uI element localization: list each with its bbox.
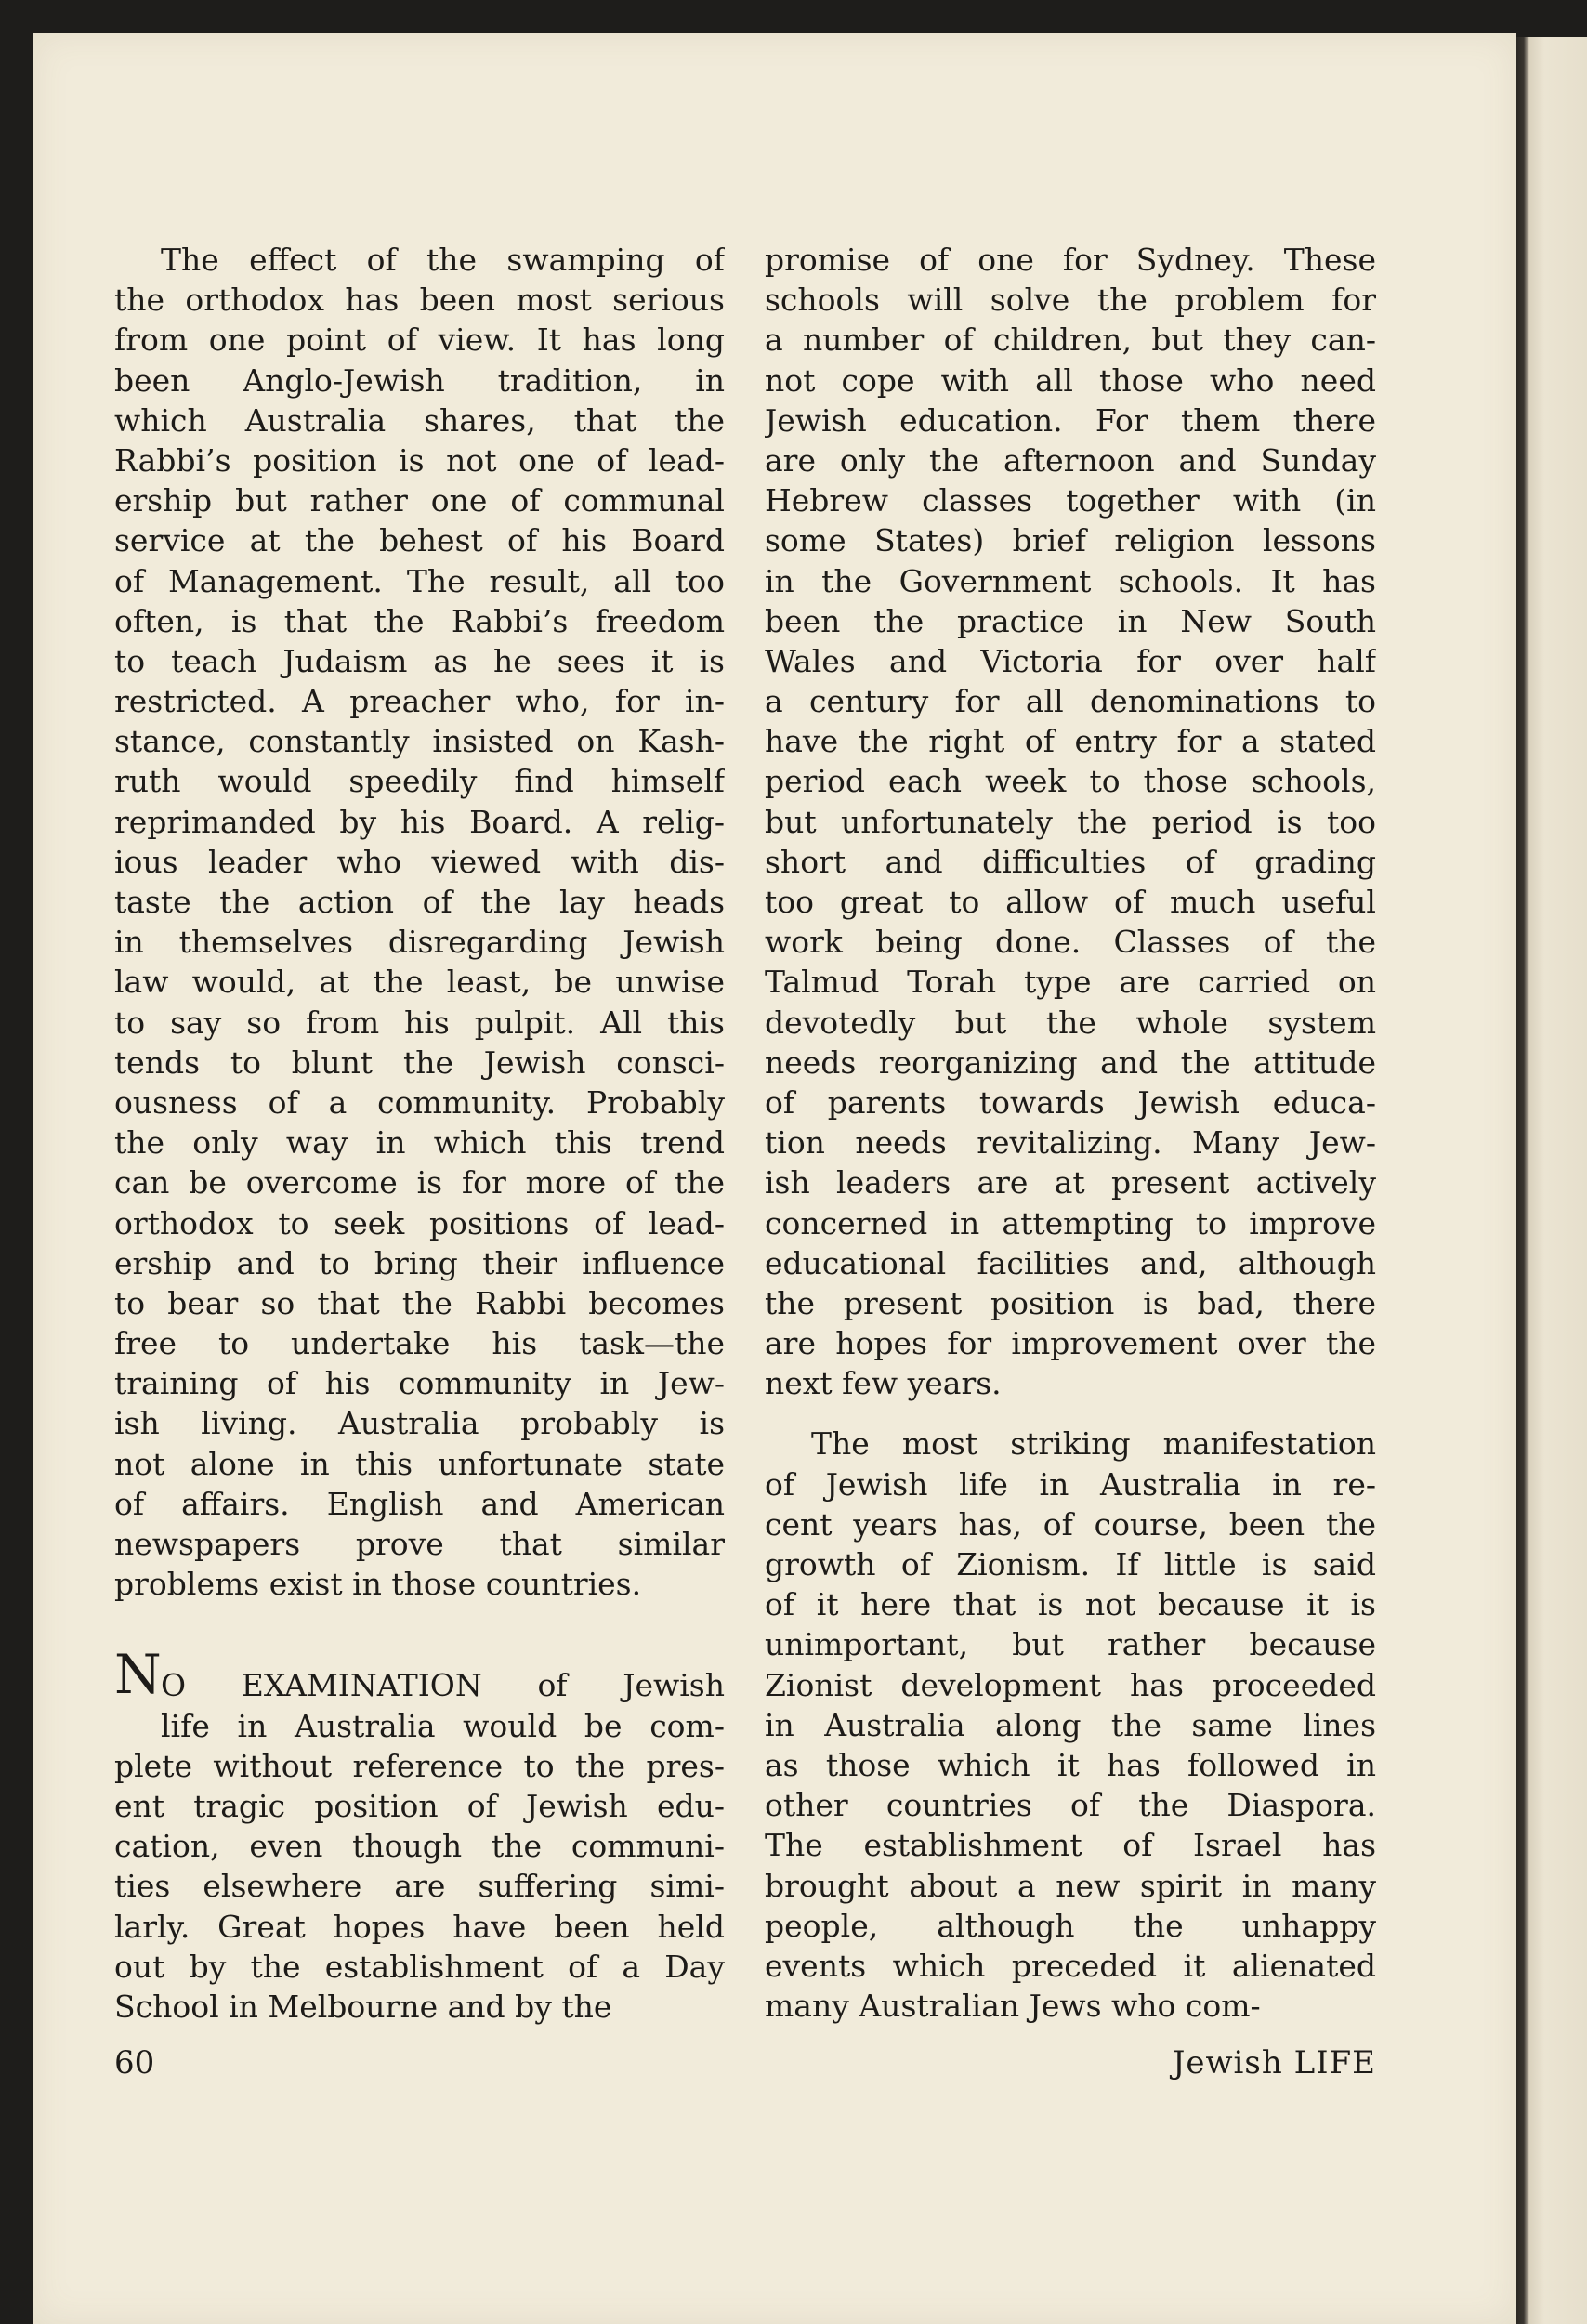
text-line: the orthodox has been most serious [114,282,725,319]
text-line: cent years has, of course, been the [765,1505,1376,1543]
paragraph-break [765,1403,1376,1424]
text-line: educational facilities and, although [765,1244,1376,1281]
text-line: Hebrew classes together with (in [765,482,1376,519]
text-line: a number of children, but they can- [765,322,1376,359]
text-line: plete without reference to the pres- [114,1747,725,1784]
text-line: to say so from his pulpit. All this [114,1004,725,1041]
text-line: been the practice in New South [765,602,1376,639]
drop-cap: N [114,1643,162,1706]
text-line: ish leaders are at present actively [765,1164,1376,1201]
text-line: to teach Judaism as he sees it is [114,642,725,679]
text-line: of Management. The result, all too [114,562,725,599]
text-line: ious leader who viewed with dis- [114,843,725,880]
text-line: The effect of the swamping of [161,242,725,278]
text-line: School in Melbourne and by the [114,1988,612,2025]
text-line: tion needs revitalizing. Many Jew- [765,1124,1376,1162]
text-line: reprimanded by his Board. A relig- [114,803,725,840]
text-line: are only the afternoon and Sunday [765,441,1376,479]
adjacent-page-edge [1516,37,1587,2324]
right-column [765,240,1376,2026]
text-line: promise of one for Sydney. These [765,242,1376,278]
text-line: some States) brief religion lessons [765,522,1376,559]
text-line: Talmud Torah type are carried on [765,964,1376,1001]
text-line: tends to blunt the Jewish consci- [114,1044,725,1081]
text-line: of affairs. English and American [114,1485,725,1522]
text-line: growth of Zionism. If little is said [765,1546,1376,1582]
text-line: ruth would speedily find himself [114,763,725,800]
text-line: too great to allow of much useful [765,884,1376,920]
text-line: have the right of entry for a stated [765,723,1376,760]
text-line: life in Australia would be com- [161,1707,725,1744]
text-line: in the Government schools. It has [765,562,1376,599]
text-line: Zionist development has proceeded [765,1666,1376,1703]
text-line: ership and to bring their influence [114,1244,725,1281]
text-line: the only way in which this trend [114,1124,725,1162]
text-line: out by the establishment of a Day [114,1948,725,1985]
text-line: cation, even though the communi- [114,1828,725,1865]
text-line: often, is that the Rabbi’s freedom [114,602,725,639]
text-line: O EXAMINATION of Jewish [161,1667,725,1704]
text-line: ish living. Australia probably is [114,1405,725,1442]
text-line: can be overcome is for more of the [114,1164,725,1201]
text-line: work being done. Classes of the [765,924,1376,961]
section-break [114,1604,725,1665]
text-line: not cope with all those who need [765,361,1376,399]
text-line: as those which it has followed in [765,1746,1376,1783]
text-line: needs reorganizing and the attitude [765,1044,1376,1081]
text-line: unimportant, but rather because [765,1626,1376,1663]
text-line: of parents towards Jewish educa- [765,1083,1376,1121]
page-number: 60 [114,2044,155,2081]
text-line: ties elsewhere are suffering simi- [114,1868,725,1905]
text-line: ent tragic position of Jewish edu- [114,1787,725,1824]
left-paragraph-2 [114,1665,725,2027]
left-paragraph-1 [114,240,725,1604]
text-line: stance, constantly insisted on Kash- [114,723,725,760]
text-line: brought about a new spirit in many [765,1867,1376,1904]
text-line: which Australia shares, that the [114,401,725,439]
text-line: the present position is bad, there [765,1284,1376,1321]
text-line: Rabbi’s position is not one of lead- [114,441,725,479]
text-line: Wales and Victoria for over half [765,642,1376,679]
text-line: service at the behest of his Board [114,522,725,559]
text-line: short and difficulties of grading [765,843,1376,880]
text-line: are hopes for improvement over the [765,1325,1376,1362]
text-line: schools will solve the problem for [765,282,1376,319]
text-line: problems exist in those countries. [114,1566,642,1603]
text-line: orthodox to seek positions of lead- [114,1204,725,1241]
text-line: been Anglo-Jewish tradition, in [114,361,725,399]
text-line: of it here that is not because it is [765,1586,1376,1623]
text-line: period each week to those schools, [765,763,1376,800]
text-line: ousness of a community. Probably [114,1083,725,1121]
text-line: from one point of view. It has long [114,322,725,359]
text-line: law would, at the least, be unwise [114,964,725,1001]
text-line: taste the action of the lay heads [114,884,725,920]
text-line: events which preceded it alienated [765,1947,1376,1984]
right-paragraph-2 [765,1424,1376,2026]
text-line: people, although the unhappy [765,1907,1376,1944]
text-line: larly. Great hopes have been held [114,1908,725,1945]
text-line: many Australian Jews who com- [765,1988,1261,2025]
text-line: to bear so that the Rabbi becomes [114,1284,725,1321]
text-line: The establishment of Israel has [765,1827,1376,1864]
text-line: but unfortunately the period is too [765,803,1376,840]
text-line: training of his community in Jew- [114,1365,725,1402]
text-line: in themselves disregarding Jewish [114,924,725,961]
text-line: Jewish education. For them there [765,401,1376,439]
right-paragraph-1 [765,240,1376,1403]
text-line: free to undertake his task—the [114,1325,725,1362]
text-line: concerned in attempting to improve [765,1204,1376,1241]
text-line: newspapers prove that similar [114,1526,725,1562]
text-line: other countries of the Diaspora. [765,1787,1376,1824]
text-line: next few years. [765,1365,1002,1402]
text-line: a century for all denominations to [765,683,1376,720]
left-column [114,240,725,2027]
text-line: not alone in this unfortunate state [114,1445,725,1482]
text-line: of Jewish life in Australia in re- [765,1465,1376,1503]
running-footer: Jewish LIFE [1172,2044,1376,2081]
text-line: devotedly but the whole system [765,1004,1376,1041]
text-line: restricted. A preacher who, for in- [114,683,725,720]
text-line: in Australia along the same lines [765,1706,1376,1743]
text-line: The most striking manifestation [811,1425,1376,1463]
text-line: ership but rather one of communal [114,482,725,519]
